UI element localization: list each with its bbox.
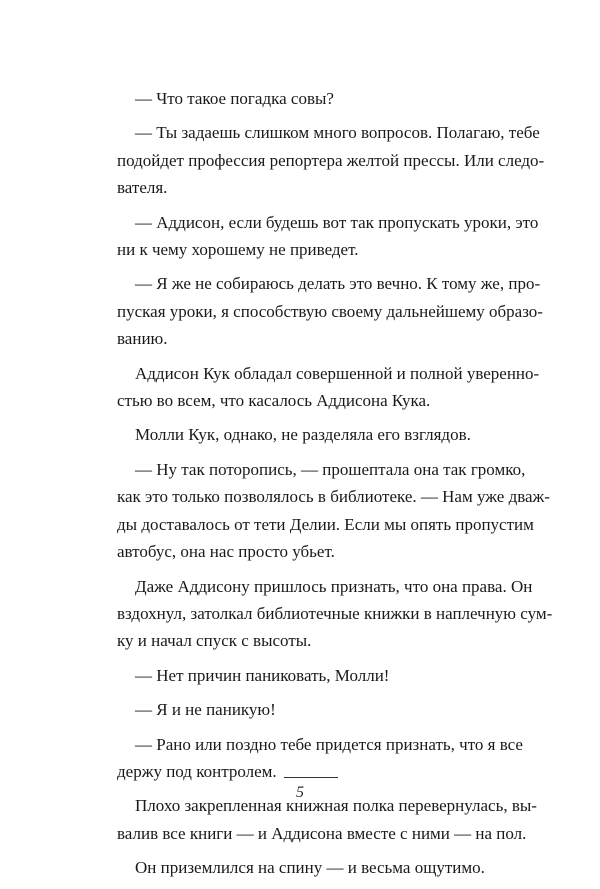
text-line: — Что такое погадка совы?	[135, 89, 334, 108]
paragraph	[117, 456, 550, 566]
text-line: — Ты задаешь слишком много вопросов. Полагаю, тебе	[135, 123, 540, 143]
text-line: — Рано или поздно тебе придется признать, что я все	[135, 734, 523, 754]
text-line: — Аддисон, если будешь вот так пропускать уроки, это	[135, 212, 539, 232]
paragraph	[117, 360, 540, 415]
text-line: — Я же не собираюсь делать это вечно. К тому же, про-	[135, 274, 541, 294]
text-line: Молли Кук, однако, не разделяла его взглядов.	[135, 425, 471, 445]
text-line: как это только позволялось в библиотеке. — Нам уже дваж-	[117, 487, 550, 507]
paragraph	[117, 119, 545, 201]
paragraph	[117, 854, 501, 881]
paragraph	[117, 270, 543, 352]
text-line: автобус, она нас просто убьет.	[117, 542, 335, 562]
paragraph	[117, 696, 501, 723]
text-line: Аддисон Кук обладал совершенной и полной уверенно-	[135, 363, 540, 383]
text-line: ванию.	[117, 329, 168, 349]
text-line: — Нет причин паниковать, Молли!	[135, 665, 390, 685]
text-line: валив все книги — и Аддисона вместе с ними — на пол.	[117, 823, 527, 843]
paragraph	[117, 421, 501, 448]
text-line: пуская уроки, я способствую своему дальнейшему образо-	[117, 301, 543, 321]
text-line: — Я и не паникую!	[135, 700, 276, 720]
page-number: 5	[296, 784, 304, 801]
text-line: ку и начал спуск с высоты.	[117, 631, 312, 651]
text-line: Плохо закрепленная книжная полка перевернулась, вы-	[135, 796, 537, 816]
paragraph	[117, 662, 501, 689]
footer-rule	[284, 777, 338, 778]
paragraph	[117, 573, 553, 655]
text-line: вздохнул, затолкал библиотечные книжки в наплечную сум-	[117, 603, 553, 623]
text-line: Он приземлился на спину — и весьма ощутимо.	[135, 858, 485, 878]
text-line: — Ну так поторопись, — прошептала она так громко,	[135, 459, 526, 479]
paragraph	[117, 209, 539, 264]
text-line: вателя.	[117, 178, 168, 198]
text-line: подойдет профессия репортера желтой прессы. Или следо-	[117, 150, 545, 170]
text-line: держу под контролем.	[117, 761, 277, 781]
text-line: стью во всем, что касалось Аддисона Кука.	[117, 391, 431, 411]
body-text	[117, 85, 553, 889]
text-line: Даже Аддисону пришлось признать, что она права. Он	[135, 576, 533, 596]
text-line: ни к чему хорошему не приведет.	[117, 240, 359, 260]
paragraph	[117, 85, 501, 112]
text-line: ды доставалось от тети Делии. Если мы опять пропустим	[117, 514, 534, 534]
